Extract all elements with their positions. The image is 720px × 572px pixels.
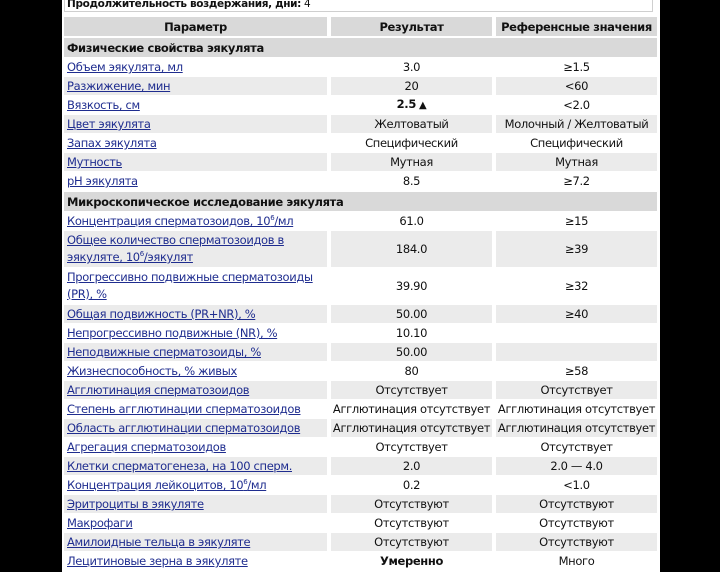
parameter-link[interactable]: Амилоидные тельца в эякуляте (67, 535, 251, 549)
result-value: Желтоватый (374, 117, 449, 131)
result-value: Отсутствуют (374, 535, 449, 549)
result-cell (331, 532, 492, 551)
result-cell (331, 513, 492, 532)
result-cell (331, 418, 492, 437)
lab-report-page (62, 0, 660, 572)
reference-cell: Мутная (496, 152, 657, 171)
parameter-label: Общее количество сперматозоидов в эякуляте, 10 (67, 233, 284, 264)
result-cell (331, 437, 492, 456)
parameter-cell (64, 114, 327, 133)
reference-cell: Отсутствуют (496, 494, 657, 513)
result-cell (331, 304, 492, 323)
parameter-link[interactable]: Мутность (67, 155, 122, 169)
parameter-link[interactable]: Непрогрессивно подвижные (NR), % (67, 326, 278, 340)
parameter-cell (64, 551, 327, 570)
parameter-cell (64, 361, 327, 380)
parameter-link[interactable]: Клетки сперматогенеза, на 100 сперм. (67, 459, 292, 473)
result-value: 50.00 (395, 307, 428, 321)
parameter-label: Концентрация сперматозоидов, 10 (67, 214, 271, 228)
parameter-cell (64, 267, 327, 304)
table-row (64, 437, 657, 456)
result-value: 61.0 (399, 214, 424, 228)
abstinence-info (64, 0, 653, 12)
table-row (64, 230, 657, 267)
reference-cell: Молочный / Желтоватый (496, 114, 657, 133)
parameter-exponent: 6 (270, 214, 275, 222)
result-cell (331, 267, 492, 304)
parameter-cell (64, 532, 327, 551)
result-cell (331, 171, 492, 190)
parameter-unit: /мл (247, 478, 267, 492)
table-row (64, 114, 657, 133)
reference-cell: Отсутствуют (496, 532, 657, 551)
parameter-cell (64, 230, 327, 267)
result-cell (331, 76, 492, 95)
table-row (64, 456, 657, 475)
result-cell (331, 494, 492, 513)
parameter-link[interactable]: Разжижение, мин (67, 79, 171, 93)
table-row (64, 494, 657, 513)
parameter-link[interactable]: Вязкость, см (67, 98, 140, 112)
parameter-cell (64, 475, 327, 494)
result-value: 8.5 (402, 174, 421, 188)
table-row (64, 133, 657, 152)
abstinence-value: 4 (303, 0, 311, 10)
parameter-cell (64, 76, 327, 95)
parameter-cell (64, 323, 327, 342)
result-cell (331, 323, 492, 342)
table-row (64, 267, 657, 304)
parameter-cell (64, 418, 327, 437)
table-row (64, 57, 657, 76)
parameter-link[interactable]: Запах эякулята (67, 136, 157, 150)
result-cell (331, 211, 492, 230)
reference-cell: Отсутствуют (496, 513, 657, 532)
result-value: Умеренно (379, 554, 444, 568)
parameter-cell (64, 57, 327, 76)
table-row (64, 380, 657, 399)
table-row (64, 76, 657, 95)
result-cell (331, 133, 492, 152)
header-reference: Референсные значения (496, 17, 657, 36)
parameter-cell (64, 152, 327, 171)
result-value: 50.00 (395, 345, 428, 359)
parameter-cell (64, 95, 327, 114)
result-value: 0.2 (402, 478, 421, 492)
parameter-link[interactable]: Неподвижные сперматозоиды, % (67, 345, 261, 359)
parameter-link[interactable]: Объем эякулята, мл (67, 60, 183, 74)
reference-cell: Специфический (496, 133, 657, 152)
parameter-cell (64, 304, 327, 323)
parameter-link[interactable]: Область агглютинации сперматозоидов (67, 421, 301, 435)
table-row (64, 95, 657, 114)
result-value: 20 (404, 79, 419, 93)
reference-cell: ≥32 (496, 267, 657, 304)
reference-cell: ≥39 (496, 230, 657, 267)
result-cell (331, 230, 492, 267)
result-value: 2.5 (396, 97, 416, 111)
result-value: 80 (404, 364, 419, 378)
table-row (64, 304, 657, 323)
result-value: Агглютинация отсутствует (332, 421, 491, 435)
table-row (64, 361, 657, 380)
result-value: 10.10 (395, 326, 428, 340)
parameter-link[interactable] (67, 478, 266, 492)
reference-cell: ≥7.2 (496, 171, 657, 190)
parameter-cell (64, 437, 327, 456)
reference-cell: <60 (496, 76, 657, 95)
result-cell (331, 475, 492, 494)
parameter-unit: /мл (274, 214, 294, 228)
reference-cell: Агглютинация отсутствует (496, 418, 657, 437)
parameter-exponent: 6 (139, 250, 144, 258)
result-value: Специфический (365, 136, 458, 150)
table-header-row (64, 17, 657, 36)
parameter-link[interactable]: Макрофаги (67, 516, 133, 530)
parameter-cell (64, 399, 327, 418)
result-value: 184.0 (395, 242, 428, 256)
parameter-cell (64, 171, 327, 190)
parameter-link[interactable]: Жизнеспособность, % живых (67, 364, 237, 378)
result-cell (331, 95, 492, 114)
result-cell (331, 57, 492, 76)
result-value: Отсутствуют (374, 497, 449, 511)
result-value: Отсутствует (375, 383, 448, 397)
result-cell (331, 399, 492, 418)
parameter-link[interactable] (67, 233, 284, 264)
parameter-cell (64, 513, 327, 532)
table-row (64, 399, 657, 418)
result-value: 39.90 (395, 279, 428, 293)
table-row (64, 342, 657, 361)
result-value: Мутная (390, 155, 433, 169)
parameter-link[interactable]: Общая подвижность (PR+NR), % (67, 307, 256, 321)
header-result: Результат (331, 17, 492, 36)
reference-cell: ≥1.5 (496, 57, 657, 76)
section-title: Микроскопическое исследование эякулята (64, 192, 657, 211)
parameter-link[interactable]: Прогрессивно подвижные сперматозоиды (PR), % (67, 270, 313, 301)
results-body (64, 36, 657, 570)
section-header-row (64, 192, 657, 211)
table-row (64, 418, 657, 437)
parameter-cell (64, 494, 327, 513)
parameter-link[interactable]: Эритроциты в эякуляте (67, 497, 204, 511)
result-value: Отсутствует (375, 440, 448, 454)
result-cell (331, 551, 492, 570)
result-value: Агглютинация отсутствует (332, 402, 491, 416)
parameter-cell (64, 456, 327, 475)
results-table (60, 17, 661, 570)
parameter-link[interactable]: Цвет эякулята (67, 117, 151, 131)
reference-cell: Агглютинация отсутствует (496, 399, 657, 418)
reference-cell: Отсутствует (496, 380, 657, 399)
reference-cell: <2.0 (496, 95, 657, 114)
parameter-cell (64, 211, 327, 230)
parameter-link[interactable]: Лецитиновые зерна в эякуляте (67, 554, 248, 568)
table-row (64, 171, 657, 190)
table-row (64, 551, 657, 570)
abstinence-label: Продолжительность воздержания, дни: (67, 0, 301, 10)
reference-cell: Много (496, 551, 657, 570)
parameter-label: Концентрация лейкоцитов, 10 (67, 478, 244, 492)
reference-cell: <1.0 (496, 475, 657, 494)
reference-cell (496, 323, 657, 342)
parameter-exponent: 6 (243, 478, 248, 486)
parameter-link[interactable]: Агглютинация сперматозоидов (67, 383, 250, 397)
above-range-up-triangle-icon: ▲ (418, 100, 427, 111)
parameter-cell (64, 342, 327, 361)
reference-cell: ≥58 (496, 361, 657, 380)
result-cell (331, 361, 492, 380)
result-cell (331, 380, 492, 399)
section-title: Физические свойства эякулята (64, 38, 657, 57)
table-row (64, 475, 657, 494)
parameter-link[interactable] (67, 214, 293, 228)
reference-cell: ≥15 (496, 211, 657, 230)
result-cell (331, 114, 492, 133)
table-row (64, 323, 657, 342)
result-value: 2.0 (402, 459, 421, 473)
result-value: Отсутствуют (374, 516, 449, 530)
header-parameter: Параметр (64, 17, 327, 36)
result-cell (331, 152, 492, 171)
section-header-row (64, 38, 657, 57)
result-cell (331, 456, 492, 475)
parameter-link[interactable]: pH эякулята (67, 174, 138, 188)
parameter-unit: /эякулят (143, 250, 193, 264)
table-row (64, 152, 657, 171)
parameter-cell (64, 380, 327, 399)
result-value: 3.0 (402, 60, 421, 74)
reference-cell: ≥40 (496, 304, 657, 323)
table-row (64, 532, 657, 551)
reference-cell: 2.0 — 4.0 (496, 456, 657, 475)
table-row (64, 513, 657, 532)
parameter-link[interactable]: Степень агглютинации сперматозоидов (67, 402, 301, 416)
parameter-link[interactable]: Агрегация сперматозоидов (67, 440, 226, 454)
parameter-cell (64, 133, 327, 152)
reference-cell: Отсутствует (496, 437, 657, 456)
table-row (64, 211, 657, 230)
reference-cell (496, 342, 657, 361)
result-cell (331, 342, 492, 361)
